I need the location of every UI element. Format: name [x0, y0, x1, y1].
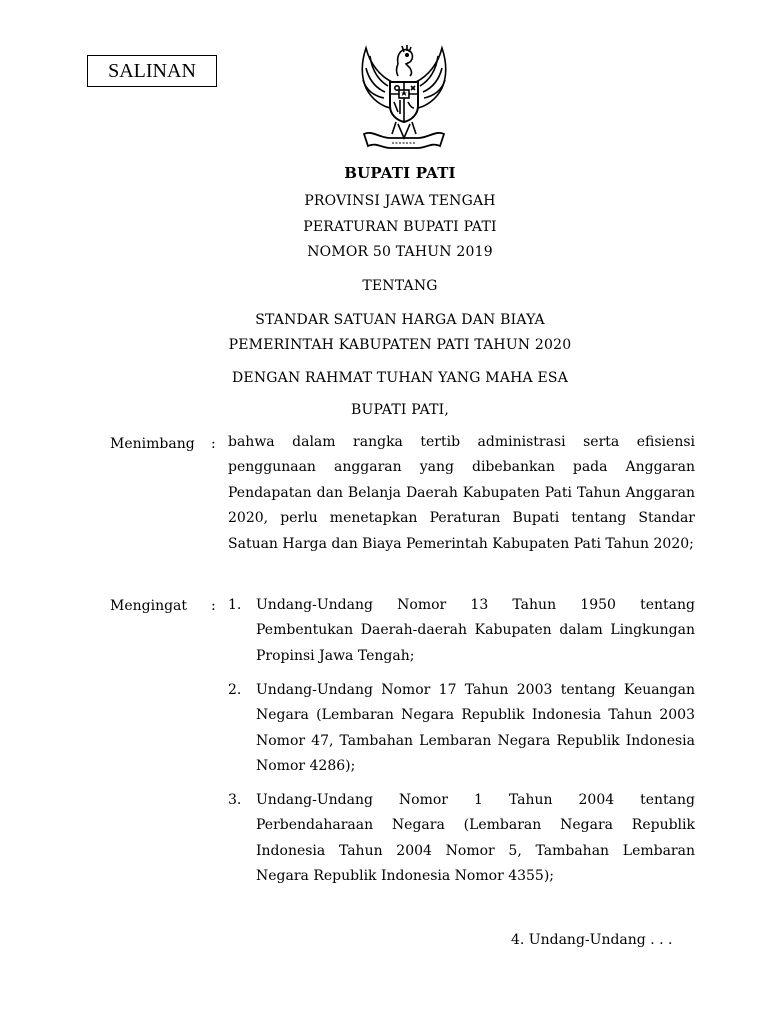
document-title: BUPATI PATI: [344, 164, 456, 182]
mengingat-item-text: Undang-Undang Nomor 13 Tahun 1950 tentang Pembentukan Daerah-daerah Kabupaten dalam Lingkungan Propinsi Jawa Tengah;: [256, 597, 695, 664]
menimbang-colon: :: [211, 436, 216, 452]
about-line: TENTANG: [362, 278, 438, 294]
regulation-line: PERATURAN BUPATI PATI: [303, 219, 497, 235]
mengingat-item-number: 3.: [228, 792, 242, 808]
menimbang-label: Menimbang: [110, 436, 195, 452]
salinan-stamp: SALINAN: [87, 55, 217, 87]
province-line: PROVINSI JAWA TENGAH: [304, 193, 496, 209]
continuation-marker: 4. Undang-Undang . . .: [511, 932, 673, 948]
mengingat-colon: :: [211, 598, 216, 614]
garuda-pancasila-emblem-icon: [352, 42, 456, 154]
subject-line-2: PEMERINTAH KABUPATEN PATI TAHUN 2020: [228, 337, 572, 353]
subject-line-1: STANDAR SATUAN HARGA DAN BIAYA: [255, 312, 545, 328]
issuer-line: BUPATI PATI,: [350, 402, 450, 418]
mengingat-item-text: Undang-Undang Nomor 17 Tahun 2003 tentang Keuangan Negara (Lembaran Negara Republik Indonesia Tahun 2003 Nomor 47, Tambahan Lembaran Negara Republik Indonesia Nomor 4286);: [256, 682, 695, 775]
grace-line: DENGAN RAHMAT TUHAN YANG MAHA ESA: [231, 370, 569, 386]
mengingat-label: Mengingat: [110, 598, 188, 614]
mengingat-item-number: 1.: [228, 597, 242, 613]
regulation-number: NOMOR 50 TAHUN 2019: [307, 244, 493, 260]
mengingat-item-number: 2.: [228, 682, 242, 698]
mengingat-item-text: Undang-Undang Nomor 1 Tahun 2004 tentang Perbendaharaan Negara (Lembaran Negara Republik Indonesia Tahun 2004 Nomor 5, Tambahan Lembaran Negara Republik Indonesia Nomor 4355);: [256, 792, 695, 885]
menimbang-text: bahwa dalam rangka tertib administrasi serta efisiensi penggunaan anggaran yang dibebankan pada Anggaran Pendapatan dan Belanja Daerah Kabupaten Pati Tahun Anggaran 2020, perlu menetapkan Peraturan Bupati tentang Standar Satuan Harga dan Biaya Pemerintah Kabupaten Pati Tahun 2020;: [228, 434, 695, 552]
